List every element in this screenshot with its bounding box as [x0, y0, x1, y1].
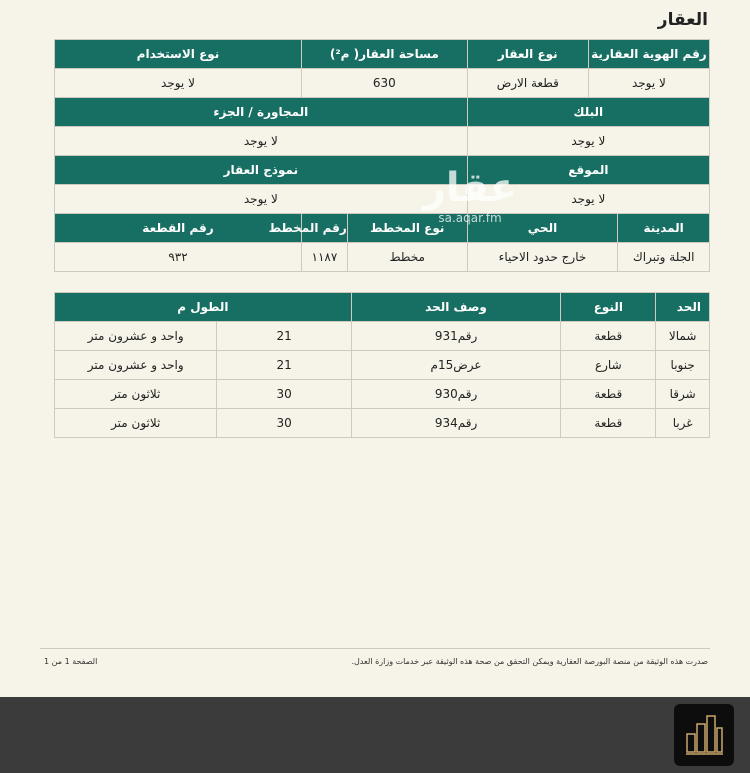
table-row — [55, 351, 710, 380]
value-property-type: قطعة الارض — [467, 69, 588, 98]
header-side: الحد — [656, 293, 710, 322]
cell-description: عرض15م — [351, 351, 561, 380]
watermark-site: sa.aqar.fm — [438, 211, 502, 225]
value-district: خارج حدود الاحياء — [467, 243, 618, 272]
property-header-row-4 — [55, 214, 710, 243]
boundaries-header-row — [55, 293, 710, 322]
value-location: لا يوجد — [467, 185, 709, 214]
value-usage-type: لا يوجد — [55, 69, 302, 98]
header-property-type: نوع العقار — [467, 40, 588, 69]
header-type: النوع — [561, 293, 656, 322]
cell-side: شمالا — [656, 322, 710, 351]
cell-description: رقم934 — [351, 409, 561, 438]
value-property-id: لا يوجد — [588, 69, 709, 98]
header-plan-type: نوع المخطط — [347, 214, 467, 243]
building-logo-icon — [684, 712, 724, 758]
header-property-model: نموذج العقار — [55, 156, 468, 185]
header-property-id: رقم الهوية العقارية — [588, 40, 709, 69]
table-row — [55, 380, 710, 409]
cell-type: شارع — [561, 351, 656, 380]
value-property-area: 630 — [301, 69, 467, 98]
value-plan-type: مخطط — [347, 243, 467, 272]
header-plan-number: رقم المخطط — [301, 214, 347, 243]
header-description: وصف الحد — [351, 293, 561, 322]
header-block: البلك — [467, 98, 709, 127]
footer-divider — [40, 648, 710, 649]
table-row — [55, 409, 710, 438]
property-value-row-4 — [55, 243, 710, 272]
property-value-row-1 — [55, 69, 710, 98]
header-property-area: مساحة العقار( م²) — [301, 40, 467, 69]
page-number: الصفحة 1 من 1 — [44, 657, 98, 666]
cell-side: شرقا — [656, 380, 710, 409]
cell-length-text: واحد و عشرون متر — [55, 322, 217, 351]
cell-length-text: ثلاثون متر — [55, 409, 217, 438]
section-title: العقار — [657, 10, 708, 30]
boundaries-table — [54, 292, 710, 438]
cell-description: رقم930 — [351, 380, 561, 409]
watermark-brand: عقار — [422, 165, 518, 211]
header-city: المدينة — [618, 214, 710, 243]
cell-length-text: ثلاثون متر — [55, 380, 217, 409]
value-neighborhood-part: لا يوجد — [55, 127, 468, 156]
property-header-row-3 — [55, 156, 710, 185]
header-location: الموقع — [467, 156, 709, 185]
cell-side: جنوبا — [656, 351, 710, 380]
cell-type: قطعة — [561, 409, 656, 438]
cell-length-text: واحد و عشرون متر — [55, 351, 217, 380]
header-usage-type: نوع الاستخدام — [55, 40, 302, 69]
cell-type: قطعة — [561, 380, 656, 409]
property-header-row-1 — [55, 40, 710, 69]
cell-description: رقم931 — [351, 322, 561, 351]
cell-type: قطعة — [561, 322, 656, 351]
value-plan-number: ١١٨٧ — [301, 243, 347, 272]
value-block: لا يوجد — [467, 127, 709, 156]
header-neighborhood-part: المجاورة / الجزء — [55, 98, 468, 127]
property-value-row-2 — [55, 127, 710, 156]
cell-length: 30 — [217, 380, 351, 409]
header-length: الطول م — [55, 293, 352, 322]
cell-length: 21 — [217, 351, 351, 380]
cell-length: 30 — [217, 409, 351, 438]
table-row — [55, 322, 710, 351]
value-plot-number: ٩٣٢ — [55, 243, 302, 272]
property-value-row-3 — [55, 185, 710, 214]
cell-length: 21 — [217, 322, 351, 351]
property-header-row-2 — [55, 98, 710, 127]
aqar-watermark — [410, 165, 530, 235]
header-plot-number: رقم القطعة — [55, 214, 302, 243]
header-district: الحي — [467, 214, 618, 243]
cell-side: غربا — [656, 409, 710, 438]
app-logo-icon[interactable] — [674, 704, 734, 766]
value-city: الجلة وتبراك — [618, 243, 710, 272]
footer-note: صدرت هذه الوثيقة من منصة البورصة العقارية ويمكن التحقق من صحة هذه الوثيقة عبر خدمات وزارة العدل. — [351, 657, 708, 666]
value-property-model: لا يوجد — [55, 185, 468, 214]
property-table — [54, 39, 710, 272]
